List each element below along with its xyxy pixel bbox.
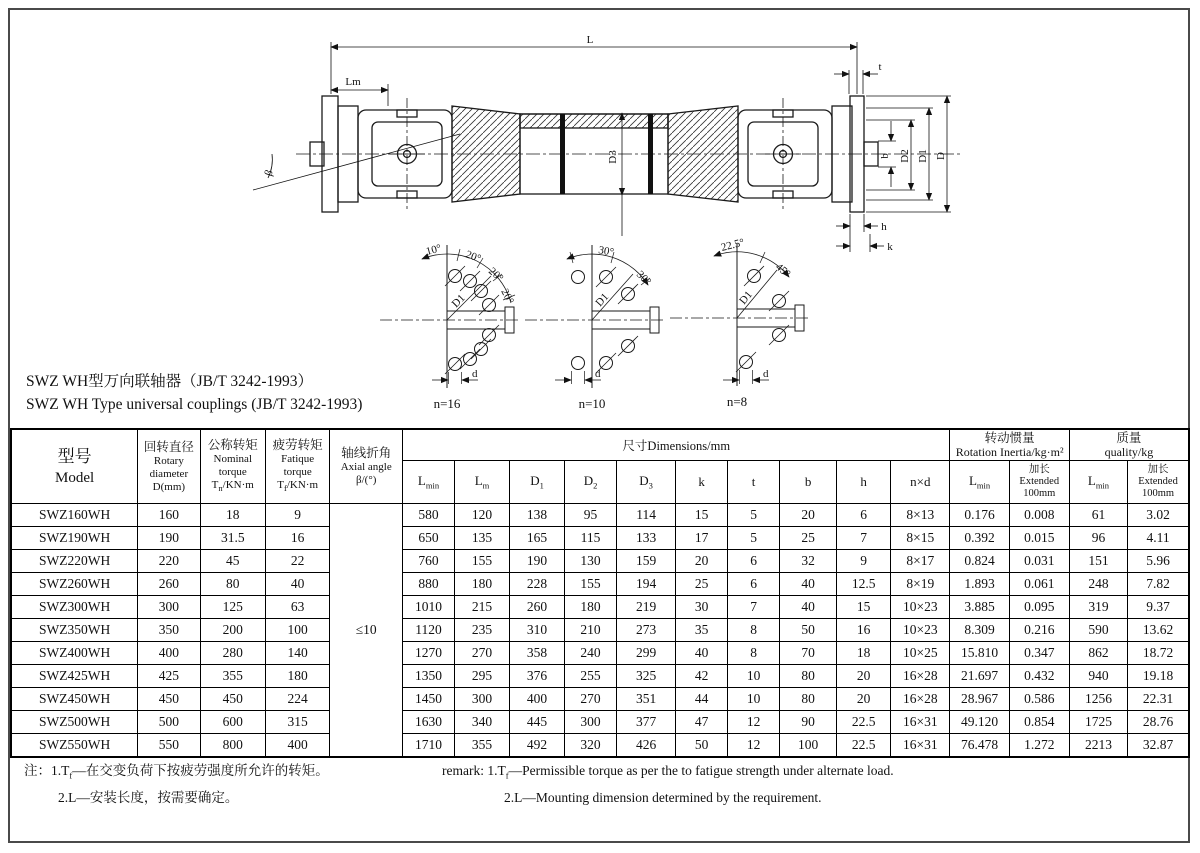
- value-cell: 450: [200, 688, 265, 711]
- spec-table-body: [11, 504, 1189, 758]
- value-cell: 0.176: [950, 504, 1009, 527]
- value-cell: 1450: [403, 688, 455, 711]
- value-cell: 4.11: [1128, 527, 1189, 550]
- bolt-count-caption: n=8: [726, 394, 748, 409]
- value-cell: 20: [780, 504, 837, 527]
- col-header-nxd: n×d: [891, 461, 950, 504]
- value-cell: 21.697: [950, 665, 1009, 688]
- col-header-quality-lmin: $L_{min}$: [1069, 461, 1127, 504]
- table-row: [11, 642, 1189, 665]
- table-row: [11, 504, 1189, 527]
- table-row: [11, 527, 1189, 550]
- value-cell: 80: [780, 688, 837, 711]
- value-cell: 215: [454, 596, 509, 619]
- value-cell: 500: [138, 711, 200, 734]
- value-cell: 159: [617, 550, 676, 573]
- value-cell: 228: [510, 573, 565, 596]
- value-cell: 10×23: [891, 596, 950, 619]
- value-cell: 7: [837, 527, 891, 550]
- value-cell: 270: [454, 642, 509, 665]
- value-cell: 1350: [403, 665, 455, 688]
- value-cell: 16: [837, 619, 891, 642]
- value-cell: 7.82: [1128, 573, 1189, 596]
- col-header-k: k: [676, 461, 728, 504]
- value-cell: 280: [200, 642, 265, 665]
- value-cell: 5: [728, 527, 780, 550]
- value-cell: 95: [565, 504, 617, 527]
- model-cell: SWZ500WH: [11, 711, 138, 734]
- bolt-circle-label: D1: [449, 292, 468, 311]
- value-cell: 7: [728, 596, 780, 619]
- value-cell: 260: [510, 596, 565, 619]
- value-cell: 5: [728, 504, 780, 527]
- group-header-inertia: 转动惯量 Rotation Inertia/kg·m²: [950, 429, 1069, 461]
- value-cell: 0.015: [1009, 527, 1069, 550]
- value-cell: 350: [138, 619, 200, 642]
- table-row: [11, 596, 1189, 619]
- value-cell: 10: [728, 688, 780, 711]
- col-header-h: h: [837, 461, 891, 504]
- col-header-axial-angle: 轴线折角 Axial angle β/(°): [330, 429, 403, 504]
- note-zh: 注：$1.T_f—$在交变负荷下按疲劳强度所允许的转矩。 2.L—安装长度，按需要确定。: [24, 763, 329, 805]
- value-cell: 16×28: [891, 665, 950, 688]
- value-cell: 44: [676, 688, 728, 711]
- value-cell: 22.5: [837, 734, 891, 758]
- value-cell: 12.5: [837, 573, 891, 596]
- dim-label-k: k: [887, 241, 893, 253]
- value-cell: 15.810: [950, 642, 1009, 665]
- value-cell: 12: [728, 711, 780, 734]
- value-cell: 3.02: [1128, 504, 1189, 527]
- value-cell: 90: [780, 711, 837, 734]
- value-cell: 450: [138, 688, 200, 711]
- value-cell: 10: [728, 665, 780, 688]
- value-cell: 194: [617, 573, 676, 596]
- value-cell: 135: [454, 527, 509, 550]
- col-header-inertia-lmin: $L_{min}$: [950, 461, 1009, 504]
- bolt-circle-label: D1: [593, 290, 612, 310]
- dim-label-beta: β: [262, 168, 276, 178]
- model-cell: SWZ190WH: [11, 527, 138, 550]
- bolt-count-caption: n=10: [578, 396, 606, 411]
- value-cell: 200: [200, 619, 265, 642]
- value-cell: 115: [565, 527, 617, 550]
- weld-band: [648, 114, 653, 194]
- value-cell: 1.272: [1009, 734, 1069, 758]
- angle-label: 22.5°: [719, 236, 746, 254]
- value-cell: 25: [676, 573, 728, 596]
- value-cell: 580: [403, 504, 455, 527]
- value-cell: 180: [454, 573, 509, 596]
- value-cell: 63: [265, 596, 329, 619]
- col-header-lm: $L_m$: [454, 461, 509, 504]
- table-row: [11, 665, 1189, 688]
- value-cell: 133: [617, 527, 676, 550]
- value-cell: 45: [200, 550, 265, 573]
- value-cell: 270: [565, 688, 617, 711]
- model-cell: SWZ160WH: [11, 504, 138, 527]
- col-header-quality-extended: 加长 Extended 100mm: [1128, 461, 1189, 504]
- value-cell: 190: [138, 527, 200, 550]
- value-cell: 114: [617, 504, 676, 527]
- value-cell: 155: [565, 573, 617, 596]
- value-cell: 32: [780, 550, 837, 573]
- table-row: [11, 688, 1189, 711]
- bolt-count-caption: n=16: [433, 396, 461, 411]
- value-cell: 650: [403, 527, 455, 550]
- value-cell: 9: [265, 504, 329, 527]
- value-cell: 0.854: [1009, 711, 1069, 734]
- angle-label: 20°: [498, 286, 517, 307]
- value-cell: 220: [138, 550, 200, 573]
- dim-label-L: L: [586, 34, 594, 46]
- value-cell: 319: [1069, 596, 1127, 619]
- value-cell: 12: [728, 734, 780, 758]
- value-cell: 18: [200, 504, 265, 527]
- bolt-holes: [736, 266, 789, 372]
- right-cone-section: [668, 106, 738, 202]
- value-cell: 190: [510, 550, 565, 573]
- value-cell: 8×15: [891, 527, 950, 550]
- value-cell: 20: [837, 665, 891, 688]
- value-cell: 8: [728, 642, 780, 665]
- value-cell: 295: [454, 665, 509, 688]
- value-cell: 1710: [403, 734, 455, 758]
- model-cell: SWZ260WH: [11, 573, 138, 596]
- value-cell: 426: [617, 734, 676, 758]
- dim-label-h: h: [881, 221, 887, 233]
- value-cell: 160: [138, 504, 200, 527]
- angle-label: 30°: [633, 268, 654, 289]
- value-cell: 6: [728, 573, 780, 596]
- col-header-lmin: $L_{min}$: [403, 461, 455, 504]
- value-cell: 880: [403, 573, 455, 596]
- table-row: [11, 711, 1189, 734]
- value-cell: 800: [200, 734, 265, 758]
- value-cell: 224: [265, 688, 329, 711]
- angle-label: 30°: [597, 244, 615, 259]
- col-header-rotary-diameter: 回转直径 Rotary diameter D(mm): [138, 429, 200, 504]
- value-cell: 590: [1069, 619, 1127, 642]
- value-cell: 0.008: [1009, 504, 1069, 527]
- model-cell: SWZ450WH: [11, 688, 138, 711]
- table-row: [11, 734, 1189, 758]
- value-cell: 130: [565, 550, 617, 573]
- left-cone-section: [452, 106, 520, 202]
- value-cell: 260: [138, 573, 200, 596]
- title-block: [26, 370, 362, 416]
- value-cell: 40: [676, 642, 728, 665]
- model-cell: SWZ425WH: [11, 665, 138, 688]
- value-cell: 35: [676, 619, 728, 642]
- value-cell: 138: [510, 504, 565, 527]
- value-cell: 32.87: [1128, 734, 1189, 758]
- value-cell: 0.031: [1009, 550, 1069, 573]
- col-header-nominal-torque: 公称转矩 Nominal torque $T_n/KN\cdot m$: [200, 429, 265, 504]
- weld-band: [560, 114, 565, 194]
- spec-table: [10, 428, 1190, 758]
- value-cell: 16×31: [891, 734, 950, 758]
- value-cell: 0.432: [1009, 665, 1069, 688]
- value-cell: 49.120: [950, 711, 1009, 734]
- value-cell: 2213: [1069, 734, 1127, 758]
- value-cell: 47: [676, 711, 728, 734]
- value-cell: 50: [780, 619, 837, 642]
- value-cell: 76.478: [950, 734, 1009, 758]
- col-header-d2: $D_2$: [565, 461, 617, 504]
- value-cell: 50: [676, 734, 728, 758]
- value-cell: 22: [265, 550, 329, 573]
- value-cell: 8×17: [891, 550, 950, 573]
- value-cell: 10×23: [891, 619, 950, 642]
- value-cell: 0.095: [1009, 596, 1069, 619]
- value-cell: 19.18: [1128, 665, 1189, 688]
- value-cell: 320: [565, 734, 617, 758]
- value-cell: 400: [138, 642, 200, 665]
- hole-dia-label: d: [472, 368, 478, 380]
- value-cell: 355: [454, 734, 509, 758]
- value-cell: 1010: [403, 596, 455, 619]
- col-header-d1: $D_1$: [510, 461, 565, 504]
- value-cell: 300: [565, 711, 617, 734]
- value-cell: 10×25: [891, 642, 950, 665]
- hole-dia-label: d: [763, 368, 769, 380]
- value-cell: 30: [676, 596, 728, 619]
- group-header-quality: 质量 quality/kg: [1069, 429, 1189, 461]
- flange-view-n10: [525, 244, 665, 411]
- value-cell: 8×19: [891, 573, 950, 596]
- value-cell: 315: [265, 711, 329, 734]
- value-cell: 355: [200, 665, 265, 688]
- table-row: [11, 573, 1189, 596]
- tube-section-band: [520, 114, 668, 128]
- value-cell: 248: [1069, 573, 1127, 596]
- value-cell: 492: [510, 734, 565, 758]
- value-cell: 16: [265, 527, 329, 550]
- value-cell: 8: [728, 619, 780, 642]
- col-header-model: 型号 Model: [11, 429, 138, 504]
- value-cell: 151: [1069, 550, 1127, 573]
- value-cell: 180: [265, 665, 329, 688]
- value-cell: 42: [676, 665, 728, 688]
- dim-label-D3: D3: [607, 150, 619, 164]
- page-title-en: SWZ WH Type universal couplings (JB/T 3242-1993): [26, 396, 363, 413]
- value-cell: 210: [565, 619, 617, 642]
- value-cell: 3.885: [950, 596, 1009, 619]
- main-assembly-view: [296, 96, 962, 212]
- value-cell: 1120: [403, 619, 455, 642]
- angle-label: 20°: [485, 265, 506, 285]
- value-cell: 80: [200, 573, 265, 596]
- value-cell: 125: [200, 596, 265, 619]
- model-cell: SWZ300WH: [11, 596, 138, 619]
- page-frame: [8, 8, 1190, 843]
- value-cell: 100: [265, 619, 329, 642]
- value-cell: 70: [780, 642, 837, 665]
- value-cell: 22.5: [837, 711, 891, 734]
- value-cell: 17: [676, 527, 728, 550]
- value-cell: 180: [565, 596, 617, 619]
- angle-label: 20°: [463, 248, 483, 266]
- value-cell: 16×31: [891, 711, 950, 734]
- group-header-dimensions: 尺寸Dimensions/mm: [403, 429, 950, 461]
- value-cell: 120: [454, 504, 509, 527]
- model-cell: SWZ550WH: [11, 734, 138, 758]
- value-cell: 400: [265, 734, 329, 758]
- technical-drawing: [10, 10, 1190, 428]
- dim-label-Lm: Lm: [345, 76, 361, 88]
- dim-label-t: t: [878, 61, 882, 73]
- value-cell: 0.392: [950, 527, 1009, 550]
- value-cell: 425: [138, 665, 200, 688]
- value-cell: 9.37: [1128, 596, 1189, 619]
- value-cell: 550: [138, 734, 200, 758]
- value-cell: 6: [728, 550, 780, 573]
- value-cell: 18: [837, 642, 891, 665]
- value-cell: 100: [780, 734, 837, 758]
- value-cell: 299: [617, 642, 676, 665]
- col-header-inertia-extended: 加长 Extended 100mm: [1009, 461, 1069, 504]
- value-cell: 1.893: [950, 573, 1009, 596]
- value-cell: 376: [510, 665, 565, 688]
- value-cell: 40: [780, 596, 837, 619]
- angle-label: 10°: [424, 242, 443, 258]
- value-cell: 940: [1069, 665, 1127, 688]
- value-cell: 9: [837, 550, 891, 573]
- value-cell: 310: [510, 619, 565, 642]
- value-cell: 340: [454, 711, 509, 734]
- value-cell: 0.586: [1009, 688, 1069, 711]
- value-cell: 273: [617, 619, 676, 642]
- table-row: [11, 619, 1189, 642]
- dim-label-D2: D2: [899, 149, 911, 163]
- value-cell: 8.309: [950, 619, 1009, 642]
- value-cell: 377: [617, 711, 676, 734]
- value-cell: 0.216: [1009, 619, 1069, 642]
- value-cell: 15: [837, 596, 891, 619]
- col-header-b: b: [780, 461, 837, 504]
- value-cell: 20: [837, 688, 891, 711]
- value-cell: 300: [454, 688, 509, 711]
- value-cell: 28.76: [1128, 711, 1189, 734]
- value-cell: 1630: [403, 711, 455, 734]
- value-cell: 0.061: [1009, 573, 1069, 596]
- note-en: remark: $1.T_f—Permissible$ torque as per the to fatigue strength under alternate load. 2.L—Mounting dimension determined by the requirement.: [442, 763, 894, 805]
- dim-label-D1: D1: [917, 149, 929, 163]
- value-cell: 1725: [1069, 711, 1127, 734]
- value-cell: 40: [780, 573, 837, 596]
- value-cell: 80: [780, 665, 837, 688]
- angle-label: 45°: [773, 261, 793, 281]
- value-cell: 760: [403, 550, 455, 573]
- value-cell: 358: [510, 642, 565, 665]
- value-cell: 13.62: [1128, 619, 1189, 642]
- value-cell: 28.967: [950, 688, 1009, 711]
- value-cell: 96: [1069, 527, 1127, 550]
- value-cell: 31.5: [200, 527, 265, 550]
- value-cell: 22.31: [1128, 688, 1189, 711]
- value-cell: 445: [510, 711, 565, 734]
- axial-angle-cell: ≤10: [330, 504, 403, 758]
- value-cell: 16×28: [891, 688, 950, 711]
- value-cell: 219: [617, 596, 676, 619]
- value-cell: 6: [837, 504, 891, 527]
- model-cell: SWZ400WH: [11, 642, 138, 665]
- value-cell: 155: [454, 550, 509, 573]
- value-cell: 1270: [403, 642, 455, 665]
- value-cell: 300: [138, 596, 200, 619]
- bolt-circle-label: D1: [737, 288, 755, 307]
- col-header-d3: $D_3$: [617, 461, 676, 504]
- col-header-t: t: [728, 461, 780, 504]
- value-cell: 0.824: [950, 550, 1009, 573]
- value-cell: 8×13: [891, 504, 950, 527]
- model-cell: SWZ220WH: [11, 550, 138, 573]
- dim-label-D: D: [935, 152, 947, 160]
- value-cell: 400: [510, 688, 565, 711]
- value-cell: 325: [617, 665, 676, 688]
- dim-label-b: b: [879, 153, 891, 159]
- hole-dia-label: d: [595, 368, 601, 380]
- value-cell: 140: [265, 642, 329, 665]
- model-cell: SWZ350WH: [11, 619, 138, 642]
- value-cell: 18.72: [1128, 642, 1189, 665]
- value-cell: 25: [780, 527, 837, 550]
- flange-view-n16: [380, 242, 520, 411]
- value-cell: 255: [565, 665, 617, 688]
- value-cell: 165: [510, 527, 565, 550]
- value-cell: 5.96: [1128, 550, 1189, 573]
- value-cell: 20: [676, 550, 728, 573]
- value-cell: 0.347: [1009, 642, 1069, 665]
- value-cell: 235: [454, 619, 509, 642]
- table-row: [11, 550, 1189, 573]
- value-cell: 61: [1069, 504, 1127, 527]
- value-cell: 15: [676, 504, 728, 527]
- value-cell: 351: [617, 688, 676, 711]
- flange-view-n8: [670, 237, 810, 409]
- value-cell: 40: [265, 573, 329, 596]
- value-cell: 862: [1069, 642, 1127, 665]
- value-cell: 1256: [1069, 688, 1127, 711]
- value-cell: 600: [200, 711, 265, 734]
- page-title-zh: SWZ WH型万向联轴器（JB/T 3242-1993）: [26, 373, 314, 390]
- value-cell: 240: [565, 642, 617, 665]
- col-header-fatigue-torque: 疲劳转矩 Fatique torque $T_f/KN\cdot m$: [265, 429, 329, 504]
